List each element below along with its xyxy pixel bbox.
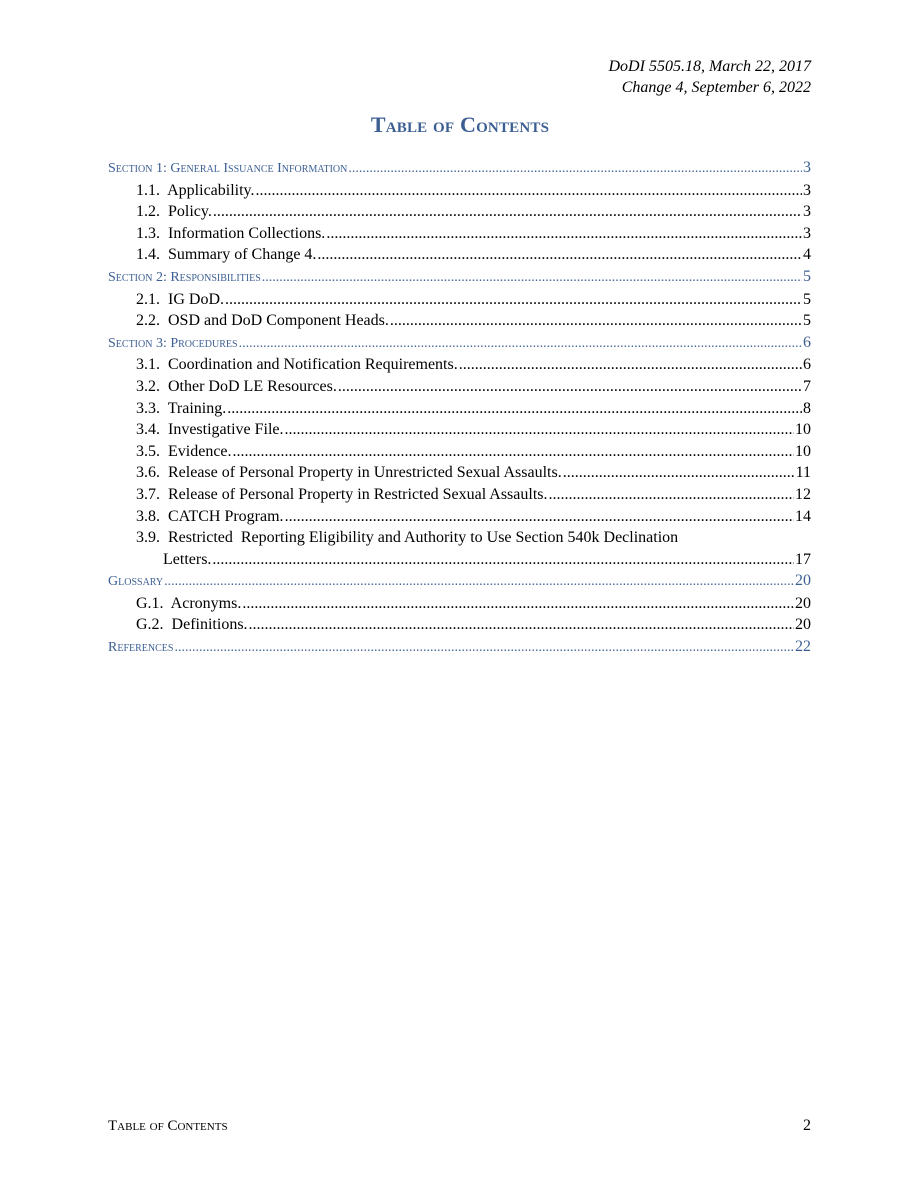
- toc-entry-1-1[interactable]: [108, 180, 811, 202]
- toc-entry-g-2[interactable]: [108, 614, 811, 636]
- toc-entry-label: 3.4. Investigative File.: [136, 421, 284, 439]
- toc-entry-3-9[interactable]: [108, 527, 811, 570]
- toc-section-1[interactable]: [108, 157, 811, 180]
- toc-title: Table of Contents: [370, 112, 550, 137]
- toc-entry-2-2[interactable]: [108, 310, 811, 332]
- toc-entry-page: 10: [795, 442, 811, 460]
- toc-entry-page: 20: [795, 572, 811, 590]
- toc-entry-page: 4: [803, 246, 811, 264]
- table-of-contents: [108, 157, 811, 659]
- toc-entry-page: 17: [795, 550, 811, 568]
- toc-entry-1-2[interactable]: [108, 201, 811, 223]
- toc-entry-page: 5: [803, 267, 811, 285]
- toc-section-glossary[interactable]: [108, 570, 811, 593]
- toc-entry-label: Section 2: Responsibilities: [108, 269, 261, 285]
- toc-entry-label: 3.5. Evidence.: [136, 442, 232, 460]
- toc-entry-label-continuation: Letters.: [163, 550, 212, 568]
- toc-entry-page: 10: [795, 421, 811, 439]
- toc-entry-3-8[interactable]: [108, 506, 811, 528]
- toc-entry-page: 3: [803, 224, 811, 242]
- toc-entry-label: 1.2. Policy.: [136, 203, 212, 221]
- toc-entry-2-1[interactable]: [108, 289, 811, 311]
- toc-entry-page: 7: [803, 377, 811, 395]
- toc-entry-page: 14: [795, 507, 811, 525]
- toc-entry-page: 6: [803, 356, 811, 374]
- toc-section-2[interactable]: [108, 266, 811, 289]
- toc-entry-1-3[interactable]: [108, 223, 811, 245]
- toc-entry-3-1[interactable]: [108, 354, 811, 376]
- header-change-line: Change 4, September 6, 2022: [621, 79, 811, 96]
- toc-entry-label: 3.9. Restricted Reporting Eligibility and Authority to Use Section 540k Declination: [136, 529, 679, 547]
- toc-entry-label: 3.1. Coordination and Notification Requirements.: [136, 356, 458, 374]
- toc-entry-g-1[interactable]: [108, 593, 811, 615]
- document-header: [609, 56, 812, 98]
- footer-page-number: 2: [803, 1117, 811, 1134]
- toc-entry-3-2[interactable]: [108, 376, 811, 398]
- toc-entry-page: 22: [795, 638, 811, 656]
- footer-section-title: Table of Contents: [108, 1118, 228, 1134]
- toc-entry-page: 3: [803, 181, 811, 199]
- toc-entry-label: References: [108, 640, 174, 656]
- toc-entry-page: 12: [795, 485, 811, 503]
- toc-entry-label: 3.7. Release of Personal Property in Restricted Sexual Assaults.: [136, 485, 548, 503]
- toc-entry-label: 1.4. Summary of Change 4.: [136, 246, 317, 264]
- toc-entry-label: 2.1. IG DoD.: [136, 290, 224, 308]
- toc-entry-page: 3: [803, 159, 811, 176]
- toc-entry-3-3[interactable]: [108, 398, 811, 420]
- toc-entry-3-5[interactable]: [108, 441, 811, 463]
- toc-entry-label: G.2. Definitions.: [136, 616, 248, 634]
- toc-entry-1-4[interactable]: [108, 244, 811, 266]
- toc-entry-page: 8: [803, 399, 811, 417]
- header-issuance-line: DoDI 5505.18, March 22, 2017: [608, 58, 811, 75]
- toc-entry-label: 2.2. OSD and DoD Component Heads.: [136, 312, 389, 330]
- toc-entry-label: 1.3. Information Collections.: [136, 224, 326, 242]
- toc-entry-page: 3: [803, 203, 811, 221]
- toc-entry-page: 6: [803, 333, 811, 351]
- toc-section-references[interactable]: [108, 636, 811, 659]
- toc-entry-page: 20: [795, 594, 811, 612]
- toc-entry-page: 20: [795, 616, 811, 634]
- toc-entry-3-4[interactable]: [108, 419, 811, 441]
- toc-entry-page: 11: [795, 464, 811, 482]
- toc-entry-label: 3.3. Training.: [136, 399, 227, 417]
- toc-entry-label: 3.6. Release of Personal Property in Unrestricted Sexual Assaults.: [136, 464, 562, 482]
- toc-section-3[interactable]: [108, 332, 811, 355]
- toc-entry-label: 3.8. CATCH Program.: [136, 507, 284, 525]
- toc-entry-label: Section 3: Procedures: [108, 335, 238, 351]
- toc-entry-3-6[interactable]: [108, 462, 811, 484]
- toc-entry-page: 5: [803, 290, 811, 308]
- toc-entry-label: Glossary: [108, 574, 164, 590]
- toc-entry-label: 3.2. Other DoD LE Resources.: [136, 377, 337, 395]
- toc-entry-page: 5: [803, 312, 811, 330]
- toc-entry-label: 1.1. Applicability.: [136, 181, 255, 199]
- toc-entry-label: Section 1: General Issuance Information: [108, 161, 348, 176]
- toc-entry-label: G.1. Acronyms.: [136, 594, 242, 612]
- toc-entry-3-7[interactable]: [108, 484, 811, 506]
